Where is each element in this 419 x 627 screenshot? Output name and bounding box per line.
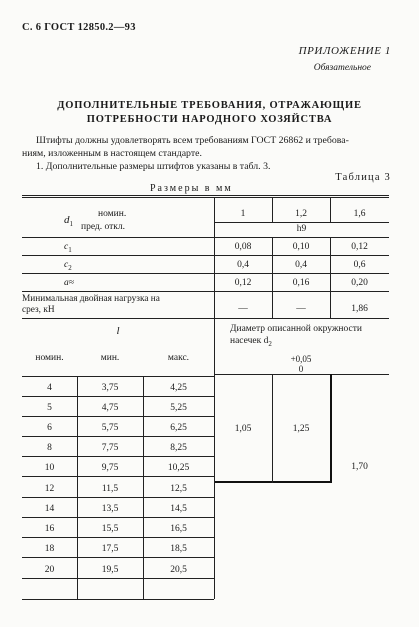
table-rule (22, 255, 389, 256)
table-cell-nom: 5 (47, 403, 52, 413)
table-cell-max: 5,25 (170, 403, 187, 413)
table-rule (22, 195, 389, 196)
page-header: С. 6 ГОСТ 12850.2—93 (22, 22, 136, 33)
d1-label: $d_1$ (64, 214, 73, 229)
nominal-label: номин. (98, 209, 127, 219)
c2-value-1: 0,4 (237, 260, 249, 270)
heading-line-2: ПОТРЕБНОСТИ НАРОДНОГО ХОЗЯЙСТВА (86, 114, 333, 125)
paragraph-2: 1. Дополнительные размеры штифтов указаны в табл. 3. (36, 161, 271, 172)
table-rule (214, 374, 389, 375)
c2-value-3: 0,6 (353, 260, 366, 270)
table-rule (22, 237, 389, 238)
col-max: макс. (167, 353, 190, 363)
table-rule (22, 291, 389, 292)
table-cell-max: 20,5 (170, 565, 187, 575)
table-cell-nom: 8 (47, 443, 52, 453)
table-rule (22, 416, 214, 417)
table-cell-max: 10,25 (167, 463, 190, 473)
table-cell-nom: 10 (44, 463, 55, 473)
l-label: l (116, 325, 120, 337)
table-rule (22, 599, 214, 600)
table-cell-nom: 6 (47, 423, 52, 433)
load-value-1: — (238, 304, 248, 314)
table-rule (22, 197, 389, 198)
table-cell-max: 6,25 (170, 423, 187, 433)
table-cell-nom: 4 (47, 383, 52, 393)
table-cell-nom: 14 (44, 504, 55, 514)
a-value-1: 0,12 (234, 278, 252, 288)
table-cell-min: 17,5 (101, 544, 119, 554)
table-cell-min: 11,5 (101, 484, 119, 494)
table-cell-min: 3,75 (101, 383, 119, 393)
table-cell-max: 4,25 (170, 383, 187, 393)
table-cell-max: 16,5 (170, 524, 187, 534)
table-rule (22, 476, 214, 477)
appendix-status: Обязательное (313, 63, 371, 73)
table-rule (22, 273, 389, 274)
tolerance-zero: 0 (298, 364, 304, 374)
table-cell-min: 4,75 (101, 403, 119, 413)
table-rule (22, 456, 214, 457)
tolerance-value: h9 (296, 224, 307, 234)
table-rule (22, 537, 214, 538)
table-units: Размеры в мм (150, 183, 233, 194)
table-cell-min: 7,75 (101, 443, 119, 453)
d2-value-2: 1,25 (292, 424, 310, 434)
c1-value-2: 0,10 (292, 242, 310, 252)
table-cell-max: 12,5 (170, 484, 187, 494)
table-rule (22, 318, 389, 319)
d2-value-3: 1,70 (351, 462, 368, 472)
table-rule (22, 557, 214, 558)
load-value-2: — (296, 304, 306, 314)
c2-value-2: 0,4 (295, 260, 307, 270)
table-rule (214, 318, 215, 599)
c2-label: $c_2$ (64, 260, 72, 272)
load-label-line-2: срез, кН (22, 305, 55, 315)
col-nominal: номин. (35, 353, 64, 363)
table-cell-max: 18,5 (170, 544, 187, 554)
a-value-3: 0,20 (351, 278, 368, 288)
table-caption: Таблица 3 (335, 172, 391, 183)
table-cell-max: 14,5 (170, 504, 187, 514)
d2-value-1: 1,05 (234, 424, 252, 434)
table-cell-nom: 12 (44, 484, 55, 494)
heading-line-1: ДОПОЛНИТЕЛЬНЫЕ ТРЕБОВАНИЯ, ОТРАЖАЮЩИЕ (57, 100, 362, 111)
nominal-2: 1,2 (295, 209, 307, 219)
table-cell-nom: 18 (44, 544, 55, 554)
paragraph-1-line-1: Штифты должны удовлетворять всем требованиям ГОСТ 26862 и требова- (36, 135, 349, 146)
table-cell-max: 8,25 (170, 443, 187, 453)
appendix-title: ПРИЛОЖЕНИЕ 1 (298, 45, 391, 57)
table-rule (22, 436, 214, 437)
tolerance-label: пред. откл. (81, 222, 126, 232)
table-cell-min: 5,75 (101, 423, 119, 433)
c1-label: $c_1$ (64, 242, 72, 254)
table-rule (22, 517, 214, 518)
table-cell-min: 9,75 (101, 463, 119, 473)
diameter-label-line-2: насечек $d_2$ (230, 336, 272, 348)
table-cell-min: 13,5 (101, 504, 119, 514)
table-rule (22, 376, 214, 377)
paragraph-1-line-2: ниям, изложенным в настоящем стандарте. (22, 148, 202, 159)
table-cell-min: 15,5 (101, 524, 119, 534)
a-value-2: 0,16 (292, 278, 310, 288)
c1-value-3: 0,12 (351, 242, 368, 252)
diameter-label-line-1: Диаметр описанной окружности (230, 324, 362, 334)
nominal-3: 1,6 (353, 209, 366, 219)
table-cell-nom: 16 (44, 524, 55, 534)
load-label-line-1: Минимальная двойная нагрузка на (22, 294, 160, 304)
table-rule (214, 222, 389, 223)
load-value-3: 1,86 (351, 304, 368, 314)
table-rule (22, 497, 214, 498)
nominal-1: 1 (240, 209, 246, 219)
col-min: мин. (100, 353, 120, 363)
tolerance-plus: +0,05 (290, 354, 312, 364)
table-cell-nom: 20 (44, 565, 55, 575)
a-label: a≈ (64, 278, 74, 288)
c1-value-1: 0,08 (234, 242, 252, 252)
table-rule (22, 578, 214, 579)
table-rule (22, 396, 214, 397)
table-cell-min: 19,5 (101, 565, 119, 575)
